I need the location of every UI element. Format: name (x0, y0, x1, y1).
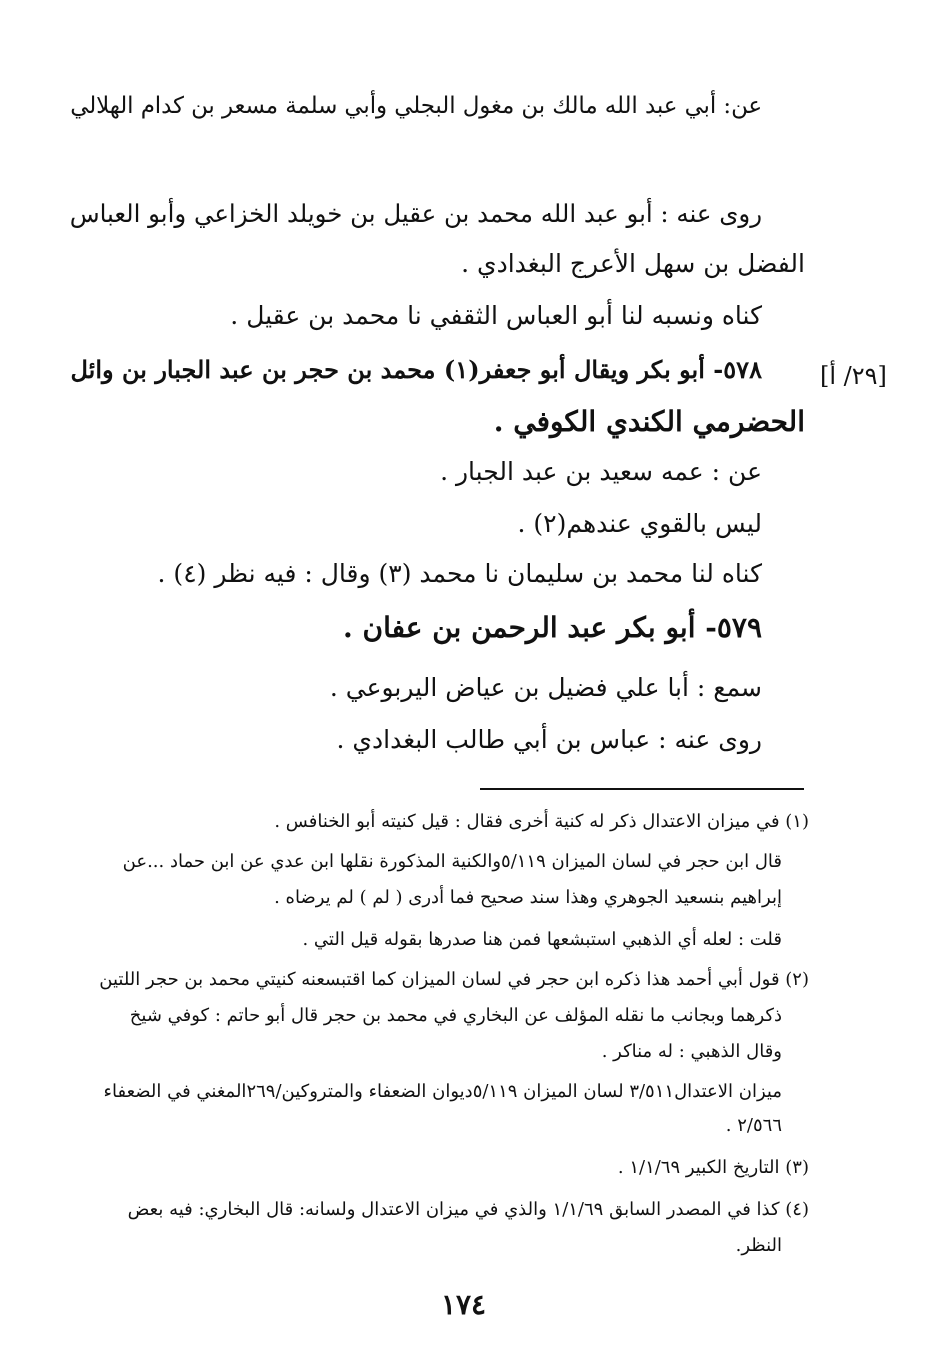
footnote-2-cont-2: وقال الذهبي : له مناكر . (601, 1041, 782, 1062)
text-line-8: ليس بالقوي عندهم(٢) . (517, 509, 762, 538)
text-line-2: روى عنه : أبو عبد الله محمد بن عقيل بن خويلد الخزاعي وأبو العباس (69, 199, 762, 228)
footnote-2-cont-3: ميزان الاعتدال٣/٥١١ لسان الميزان ٥/١١٩ديوان الضعفاء والمتروكين/٢٦٩المغني في الضعفاء (103, 1081, 782, 1102)
footnote-1: (١) في ميزان الاعتدال ذكر له كنية أخرى فقال : قيل كنيته أبو الخنافس . (274, 811, 809, 832)
entry-heading-578-cont: الحضرمي الكندي الكوفي . (493, 405, 805, 438)
text-line-12: روى عنه : عباس بن أبي طالب البغدادي . (336, 725, 762, 754)
text-line-11: سمع : أبا علي فضيل بن عياض اليربوعي . (329, 673, 762, 702)
manuscript-folio-ref: [٢٩/ أ] (820, 362, 887, 390)
footnote-1-cont-3: قلت : لعله أي الذهبي استبشعها فمن هنا صدرها بقوله قيل التي . (302, 929, 782, 950)
page-number: ١٧٤ (440, 1288, 487, 1321)
entry-heading-578: ٥٧٨- أبو بكر ويقال أبو جعفر(١) محمد بن حجر بن عبد الجبار بن وائل (70, 355, 762, 384)
footnote-2-cont-4: ٢/٥٦٦ . (725, 1115, 782, 1136)
text-line-7: عن : عمه سعيد بن عبد الجبار . (440, 457, 762, 486)
footnote-3: (٣) التاريخ الكبير ١/١/٦٩ . (617, 1157, 809, 1178)
footnote-divider (480, 788, 804, 790)
text-line-1: عن: أبي عبد الله مالك بن مغول البجلي وأبي سلمة مسعر بن كدام الهلالي (70, 93, 762, 119)
text-line-3: الفضل بن سهل الأعرج البغدادي . (461, 249, 805, 278)
footnote-1-cont-2: إبراهيم بنسعيد الجوهري وهذا سند صحيح فما أدرى ( لم ) لم يرضاه . (274, 887, 782, 908)
footnote-1-cont-1: قال ابن حجر في لسان الميزان ٥/١١٩والكنية المذكورة نقلها ابن عدي عن ابن حماد ...عن (122, 851, 782, 872)
footnote-4: (٤) كذا في المصدر السابق ١/١/٦٩ والذي في ميزان الاعتدال ولسانه: قال البخاري: فيه بعض (127, 1199, 809, 1220)
footnote-2: (٢) قول أبي أحمد هذا ذكره ابن حجر في لسان الميزان كما اقتبسعنه كنيتي محمد بن حجر اللتين (99, 969, 809, 990)
entry-heading-579: ٥٧٩- أبو بكر عبد الرحمن بن عفان . (343, 611, 762, 644)
text-line-4: كناه ونسبه لنا أبو العباس الثقفي نا محمد بن عقيل . (230, 301, 762, 330)
footnote-4-cont: النظر. (735, 1235, 782, 1256)
text-line-9: كناه لنا محمد بن سليمان نا محمد (٣) وقال : فيه نظر (٤) . (157, 559, 762, 588)
footnote-2-cont-1: ذكرهما وبجانب ما نقله المؤلف عن البخاري في محمد بن حجر قال أبو حاتم : كوفي شيخ (129, 1005, 782, 1026)
